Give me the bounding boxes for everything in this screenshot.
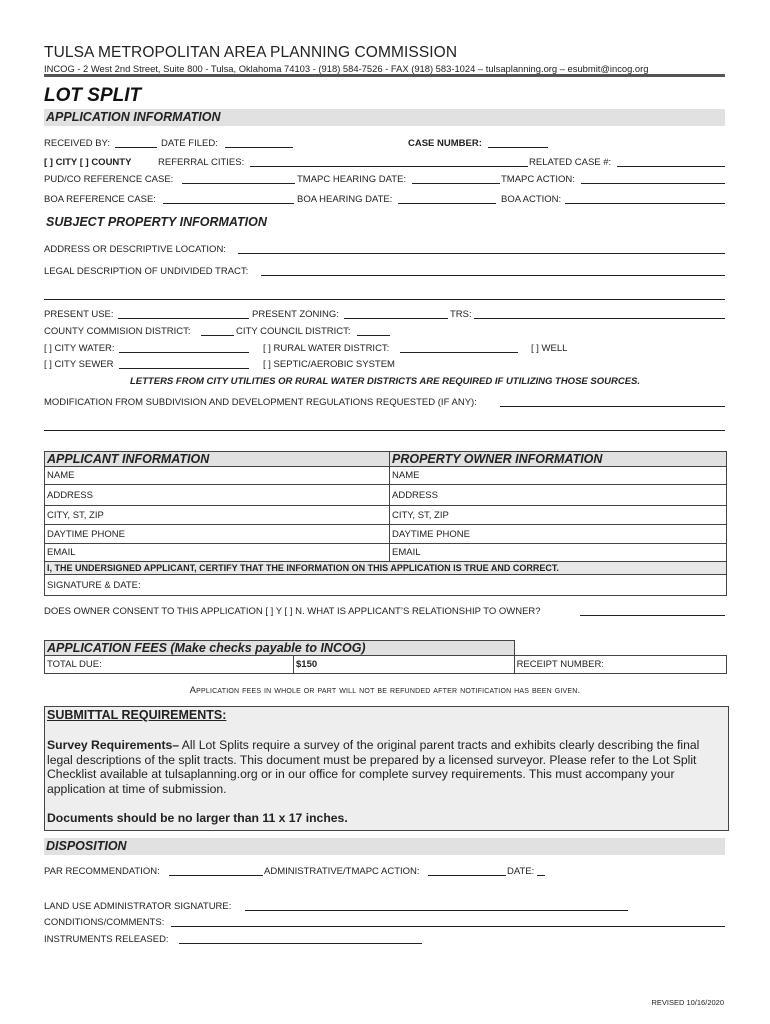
submittal-requirements-header: SUBMITTAL REQUIREMENTS: [47,708,227,722]
applicant-daytime-phone-field[interactable]: DAYTIME PHONE [45,525,390,544]
subject-property-header: SUBJECT PROPERTY INFORMATION [44,214,725,231]
applicant-city-st-zip-field[interactable]: CITY, ST, ZIP [45,506,390,525]
present-zoning-label: PRESENT ZONING: [252,309,339,320]
fee-amount: $150 [294,656,515,674]
present-use-label: PRESENT USE: [44,309,114,320]
city-council-field[interactable] [357,335,390,336]
admin-action-field[interactable] [428,875,506,876]
tmapc-hearing-label: TMAPC HEARING DATE: [297,174,407,185]
well-checkbox[interactable]: [ ] WELL [531,343,568,354]
received-by-label: RECEIVED BY: [44,138,110,149]
city-council-label: CITY COUNCIL DISTRICT: [236,326,351,337]
trs-field[interactable] [474,318,725,319]
owner-consent-question[interactable]: DOES OWNER CONSENT TO THIS APPLICATION [ ] Y [ ] N. WHAT IS APPLICANT’S RELATIONSHIP TO OWNER? [44,606,541,617]
boa-action-field[interactable] [565,203,725,204]
tmapc-action-label: TMAPC ACTION: [501,174,575,185]
address-location-field[interactable] [238,253,725,254]
boa-hearing-field[interactable] [398,203,496,204]
utility-letters-note: LETTERS FROM CITY UTILITIES OR RURAL WATER DISTRICTS ARE REQUIRED IF UTILIZING THOSE SOURCES. [129,376,641,387]
survey-requirements-body: All Lot Splits require a survey of the original parent tracts and exhibits clearly describing the final legal descriptions of the split tracts. This document must be prepared by a licensed surveyor. Please refer to the Lot Split Checklist available at tulsaplanning.org or in our office for complete survey requirements. This must accompany your application at time of submission. [47,738,700,796]
county-district-field[interactable] [201,335,234,336]
rural-water-checkbox[interactable]: [ ] RURAL WATER DISTRICT: [263,343,390,354]
applicant-name-field[interactable]: NAME [45,467,390,485]
owner-email-field[interactable]: EMAIL [390,544,727,562]
form-title: LOT SPLIT [44,85,142,106]
signature-date-field[interactable]: SIGNATURE & DATE: [45,575,727,596]
fees-table [44,640,727,674]
city-water-checkbox[interactable]: [ ] CITY WATER: [44,343,115,354]
legal-description-label: LEGAL DESCRIPTION OF UNDIVIDED TRACT: [44,266,249,277]
owner-city-st-zip-field[interactable]: CITY, ST, ZIP [390,506,727,525]
date-filed-field[interactable] [225,147,293,148]
trs-label: TRS: [450,309,472,320]
application-information-header: APPLICATION INFORMATION [44,109,725,126]
city-sewer-field[interactable] [119,368,249,369]
header-rule [44,74,725,77]
applicant-owner-table [44,451,727,596]
boa-hearing-label: BOA HEARING DATE: [297,194,393,205]
administrator-signature-label: LAND USE ADMINISTRATOR SIGNATURE: [44,901,232,912]
instruments-released-field[interactable] [179,943,422,944]
applicant-email-field[interactable]: EMAIL [45,544,390,562]
legal-description-field[interactable] [261,275,725,276]
legal-description-field-line2[interactable] [44,299,725,300]
property-owner-information-header: PROPERTY OWNER INFORMATION [390,452,727,467]
related-case-field[interactable] [617,166,725,167]
certification-statement: I, THE UNDERSIGNED APPLICANT, CERTIFY THAT THE INFORMATION ON THIS APPLICATION IS TRUE AND CORRECT. [45,562,727,575]
document-size-note: Documents should be no larger than 11 x 17 inches. [47,811,348,825]
tmapc-hearing-field[interactable] [412,183,500,184]
city-sewer-checkbox[interactable]: [ ] CITY SEWER [44,359,114,370]
modification-field-line2[interactable] [44,430,725,431]
present-zoning-field[interactable] [344,318,448,319]
address-location-label: ADDRESS OR DESCRIPTIVE LOCATION: [44,244,226,255]
conditions-comments-field[interactable] [171,926,725,927]
rural-water-field[interactable] [400,352,518,353]
case-number-label: CASE NUMBER: [408,138,482,149]
administrator-signature-field[interactable] [245,910,628,911]
date-label: DATE: [507,866,535,877]
tmapc-action-field[interactable] [581,183,725,184]
septic-checkbox[interactable]: [ ] SEPTIC/AEROBIC SYSTEM [263,359,395,370]
survey-requirements-label: Survey Requirements– [47,738,180,752]
referral-cities-label: REFERRAL CITIES: [158,157,245,168]
organization-name: TULSA METROPOLITAN AREA PLANNING COMMISSION [44,44,458,61]
admin-action-label: ADMINISTRATIVE/TMAPC ACTION: [264,866,420,877]
present-use-field[interactable] [118,318,249,319]
total-due-label: TOTAL DUE: [45,656,294,674]
par-recommendation-field[interactable] [169,875,263,876]
received-by-field[interactable] [115,147,157,148]
conditions-comments-label: CONDITIONS/COMMENTS: [44,917,165,928]
case-number-field[interactable] [488,147,548,148]
owner-address-field[interactable]: ADDRESS [390,485,727,506]
par-recommendation-label: PAR RECOMMENDATION: [44,866,160,877]
city-water-field[interactable] [119,352,249,353]
modification-label: MODIFICATION FROM SUBDIVISION AND DEVELOPMENT REGULATIONS REQUESTED (IF ANY): [44,397,477,408]
submittal-requirements-box [44,706,729,831]
applicant-address-field[interactable]: ADDRESS [45,485,390,506]
owner-daytime-phone-field[interactable]: DAYTIME PHONE [390,525,727,544]
date-filed-label: DATE FILED: [161,138,218,149]
applicant-information-header: APPLICANT INFORMATION [45,452,390,467]
owner-name-field[interactable]: NAME [390,467,727,485]
revision-date: REVISED 10/16/2020 [651,998,724,1007]
boa-action-label: BOA ACTION: [501,194,562,205]
referral-cities-field[interactable] [250,166,528,167]
related-case-label: RELATED CASE #: [529,157,612,168]
receipt-number-field[interactable]: RECEIPT NUMBER: [514,656,726,674]
disposition-header: DISPOSITION [44,838,725,855]
pudco-case-field[interactable] [182,183,295,184]
boa-case-label: BOA REFERENCE CASE: [44,194,156,205]
city-county-checkboxes[interactable]: [ ] CITY [ ] COUNTY [44,157,132,168]
pudco-case-label: PUD/CO REFERENCE CASE: [44,174,174,185]
date-field[interactable] [537,875,545,876]
relationship-to-owner-field[interactable] [580,615,725,616]
instruments-released-label: INSTRUMENTS RELEASED: [44,934,169,945]
boa-case-field[interactable] [163,203,294,204]
modification-field[interactable] [500,406,725,407]
refund-note: Application fees in whole or part will not be refunded after notification has been given. [189,685,581,696]
county-district-label: COUNTY COMMISION DISTRICT: [44,326,191,337]
application-fees-header: APPLICATION FEES (Make checks payable to INCOG) [45,641,515,656]
contact-line: INCOG - 2 West 2nd Street, Suite 800 - Tulsa, Oklahoma 74103 - (918) 584-7526 - FAX (918) 583-1024 – tulsaplanning.org – esubmit@incog.org [44,63,649,74]
survey-requirements-text [47,738,723,796]
